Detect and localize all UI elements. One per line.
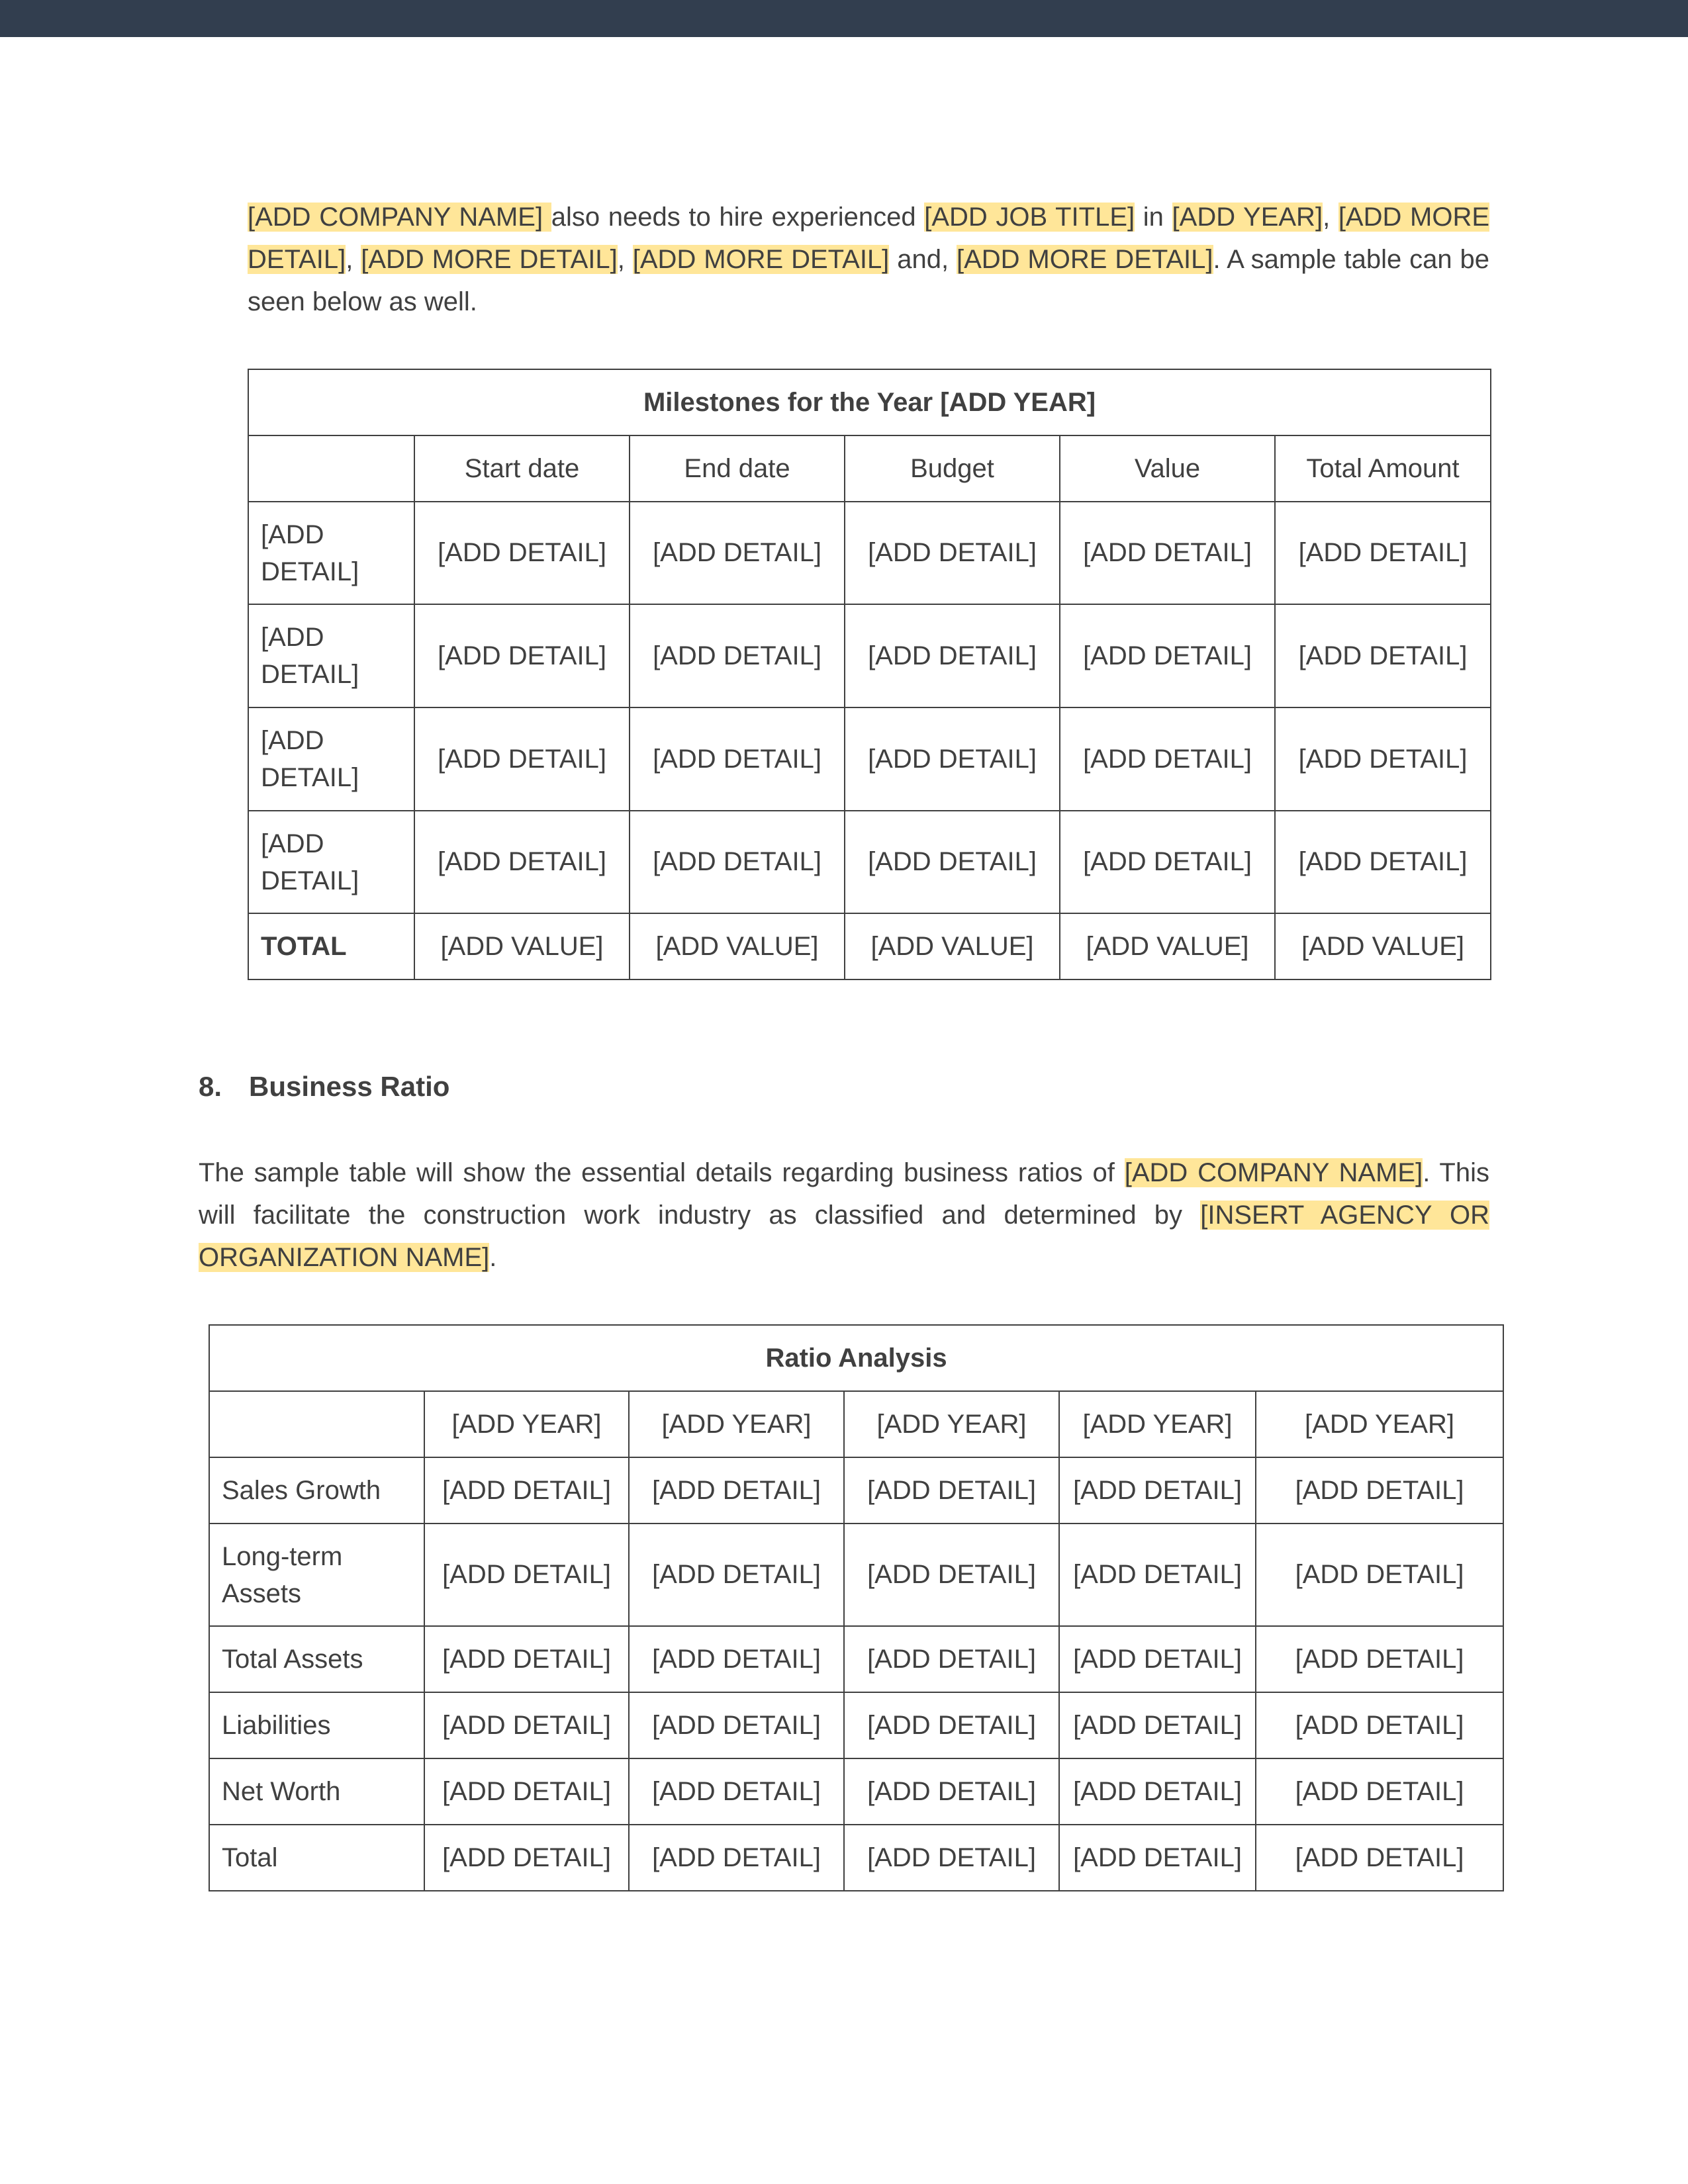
total-label: TOTAL (248, 913, 414, 979)
paragraph-text: . This will facilitate the construction work industry as classified and determined by (199, 1158, 1489, 1230)
table-cell: [ADD DETAIL] (629, 1524, 844, 1626)
table-cell: [ADD DETAIL] (1059, 1457, 1256, 1524)
table-cell: [ADD DETAIL] (629, 1626, 844, 1692)
total-cell: [ADD VALUE] (1275, 913, 1491, 979)
placeholder-highlight: [ADD YEAR] (1172, 203, 1323, 232)
placeholder-highlight: [ADD MORE DETAIL] (632, 245, 890, 274)
table-cell: [ADD DETAIL] (844, 1626, 1059, 1692)
milestones-header-end-date: End date (630, 435, 845, 502)
placeholder-highlight: [ADD COMPANY NAME] (1124, 1158, 1423, 1187)
table-cell: [ADD DETAIL] (630, 604, 845, 707)
ratio-title: Ratio Analysis (209, 1325, 1503, 1391)
total-cell: [ADD VALUE] (414, 913, 630, 979)
table-row (209, 1524, 1503, 1626)
table-cell: [ADD DETAIL] (424, 1825, 629, 1891)
table-cell: [ADD DETAIL] (1256, 1524, 1503, 1626)
paragraph-text: and, (889, 245, 957, 274)
paragraph-text: . (489, 1243, 497, 1272)
placeholder-highlight: [ADD JOB TITLE] (924, 203, 1135, 232)
table-cell: [ADD DETAIL] (1275, 811, 1491, 913)
table-cell: [ADD DETAIL] (424, 1457, 629, 1524)
total-cell: [ADD VALUE] (1060, 913, 1275, 979)
row-label: [ADD DETAIL] (248, 604, 414, 707)
milestones-header-cell (248, 435, 414, 502)
table-row (209, 1626, 1503, 1692)
total-row (248, 913, 1491, 979)
table-row (209, 1825, 1503, 1891)
table-cell: [ADD DETAIL] (1060, 502, 1275, 604)
table-cell: [ADD DETAIL] (1059, 1692, 1256, 1758)
paragraph-text: also needs to hire experienced (551, 203, 925, 232)
row-label: Total Assets (209, 1626, 424, 1692)
row-label: Total (209, 1825, 424, 1891)
table-cell: [ADD DETAIL] (424, 1692, 629, 1758)
table-cell: [ADD DETAIL] (1060, 707, 1275, 811)
ratio-analysis-table (209, 1324, 1504, 1891)
table-row (209, 1692, 1503, 1758)
placeholder-highlight: [INSERT AGENCY OR ORGANIZATION NAME] (199, 1201, 1489, 1272)
paragraph-text: , (617, 245, 633, 274)
table-cell: [ADD DETAIL] (1256, 1626, 1503, 1692)
table-cell: [ADD DETAIL] (424, 1524, 629, 1626)
table-row (248, 502, 1491, 604)
table-row (248, 604, 1491, 707)
table-cell: [ADD DETAIL] (1059, 1825, 1256, 1891)
intro-paragraph (248, 196, 1489, 323)
table-cell: [ADD DETAIL] (629, 1457, 844, 1524)
ratio-header-year: [ADD YEAR] (844, 1391, 1059, 1457)
table-cell: [ADD DETAIL] (629, 1758, 844, 1825)
row-label: Net Worth (209, 1758, 424, 1825)
table-cell: [ADD DETAIL] (1256, 1457, 1503, 1524)
table-cell: [ADD DETAIL] (844, 1825, 1059, 1891)
table-cell: [ADD DETAIL] (845, 502, 1060, 604)
paragraph-text: The sample table will show the essential details regarding business ratios of (199, 1158, 1125, 1187)
row-label: Long-term Assets (209, 1524, 424, 1626)
table-cell: [ADD DETAIL] (629, 1825, 844, 1891)
milestones-title: Milestones for the Year [ADD YEAR] (248, 369, 1491, 435)
table-cell: [ADD DETAIL] (1275, 707, 1491, 811)
milestones-header-start-date: Start date (414, 435, 630, 502)
table-cell: [ADD DETAIL] (1060, 604, 1275, 707)
table-cell: [ADD DETAIL] (414, 811, 630, 913)
table-cell: [ADD DETAIL] (424, 1758, 629, 1825)
ratio-header-year: [ADD YEAR] (629, 1391, 844, 1457)
table-cell: [ADD DETAIL] (845, 707, 1060, 811)
row-label: [ADD DETAIL] (248, 502, 414, 604)
milestones-table (248, 369, 1491, 980)
row-label: Sales Growth (209, 1457, 424, 1524)
placeholder-highlight: [ADD COMPANY NAME] (248, 203, 551, 232)
table-row (209, 1758, 1503, 1825)
header-bar (0, 0, 1688, 37)
milestones-header-total-amount: Total Amount (1275, 435, 1491, 502)
table-cell: [ADD DETAIL] (845, 604, 1060, 707)
row-label: [ADD DETAIL] (248, 707, 414, 811)
table-cell: [ADD DETAIL] (1059, 1758, 1256, 1825)
milestones-header-budget: Budget (845, 435, 1060, 502)
table-row (248, 707, 1491, 811)
table-cell: [ADD DETAIL] (630, 707, 845, 811)
table-cell: [ADD DETAIL] (630, 502, 845, 604)
table-cell: [ADD DETAIL] (414, 707, 630, 811)
table-cell: [ADD DETAIL] (1060, 811, 1275, 913)
table-cell: [ADD DETAIL] (844, 1758, 1059, 1825)
table-cell: [ADD DETAIL] (629, 1692, 844, 1758)
table-cell: [ADD DETAIL] (424, 1626, 629, 1692)
ratio-header-cell (209, 1391, 424, 1457)
table-cell: [ADD DETAIL] (844, 1524, 1059, 1626)
table-cell: [ADD DETAIL] (414, 502, 630, 604)
ratio-header-year: [ADD YEAR] (424, 1391, 629, 1457)
total-cell: [ADD VALUE] (845, 913, 1060, 979)
ratio-intro-paragraph (199, 1152, 1489, 1279)
row-label: [ADD DETAIL] (248, 811, 414, 913)
section-number: 8. (199, 1071, 222, 1102)
placeholder-highlight: [ADD MORE DETAIL] (248, 203, 1490, 274)
total-cell: [ADD VALUE] (630, 913, 845, 979)
table-cell: [ADD DETAIL] (1256, 1692, 1503, 1758)
paragraph-text: in (1135, 203, 1172, 232)
table-cell: [ADD DETAIL] (1275, 502, 1491, 604)
section-title: Business Ratio (249, 1071, 450, 1102)
table-row (209, 1457, 1503, 1524)
paragraph-text: , (1323, 203, 1338, 232)
table-cell: [ADD DETAIL] (844, 1457, 1059, 1524)
ratio-header-year: [ADD YEAR] (1256, 1391, 1503, 1457)
row-label: Liabilities (209, 1692, 424, 1758)
table-cell: [ADD DETAIL] (1256, 1825, 1503, 1891)
table-cell: [ADD DETAIL] (1275, 604, 1491, 707)
ratio-header-year: [ADD YEAR] (1059, 1391, 1256, 1457)
milestones-header-value: Value (1060, 435, 1275, 502)
table-cell: [ADD DETAIL] (630, 811, 845, 913)
table-row (248, 811, 1491, 913)
placeholder-highlight: [ADD MORE DETAIL] (956, 245, 1213, 274)
table-cell: [ADD DETAIL] (845, 811, 1060, 913)
table-cell: [ADD DETAIL] (1059, 1524, 1256, 1626)
paragraph-text: , (346, 245, 361, 274)
placeholder-highlight: [ADD MORE DETAIL] (361, 245, 618, 274)
section-heading (199, 1066, 449, 1108)
table-cell: [ADD DETAIL] (844, 1692, 1059, 1758)
table-cell: [ADD DETAIL] (1256, 1758, 1503, 1825)
table-cell: [ADD DETAIL] (414, 604, 630, 707)
paragraph-text: . A sample table can be seen below as well. (248, 245, 1490, 316)
table-cell: [ADD DETAIL] (1059, 1626, 1256, 1692)
